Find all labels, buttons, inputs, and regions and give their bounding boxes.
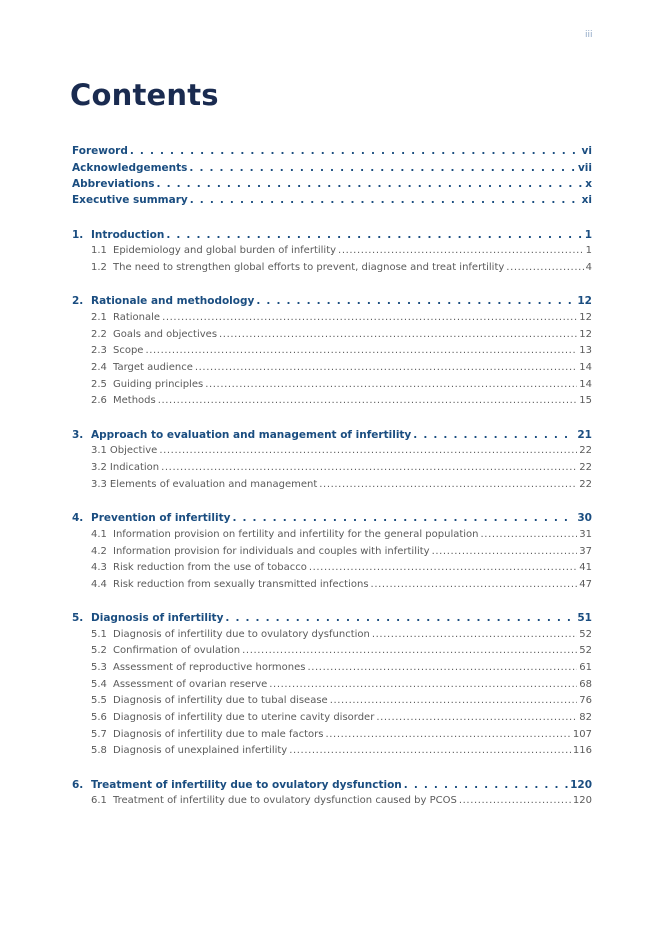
section-label: Indication [109,462,160,473]
toc-chapter-6[interactable] [72,779,592,795]
toc-section-5-1[interactable] [91,629,592,645]
section-label: The need to strengthen global efforts to prevent, diagnose and treat infertility [113,262,505,273]
dot-leader [159,445,577,456]
dot-leader [413,429,575,441]
section-number: 5.4 [91,679,107,690]
dot-leader [376,712,577,723]
toc-section-1-2[interactable] [91,262,592,278]
toc-section-2-6[interactable] [91,395,592,411]
section-number: 4.1 [91,529,107,540]
section-number: 4.4 [91,579,107,590]
section-label: Objective [109,445,158,456]
dot-leader [157,178,584,190]
section-number: 2.2 [91,329,107,340]
section-page: 82 [579,712,592,723]
section-number: 4.3 [91,562,107,573]
toc-section-2-2[interactable] [91,329,592,345]
toc-entry-executive-summary[interactable] [72,194,592,210]
section-page: 68 [579,679,592,690]
section-label: Risk reduction from sexually transmitted infections [113,579,369,590]
dot-leader [205,379,577,390]
section-number: 6.1 [91,795,107,806]
section-page: 107 [572,729,592,740]
section-label: Risk reduction from the use of tobacco [113,562,307,573]
section-number: 3.3 [91,479,107,490]
section-number: 3.1 [91,445,107,456]
section-label: Methods [113,395,156,406]
section-number: 5.7 [91,729,107,740]
toc-entry-page: vii [577,162,592,174]
section-label: Diagnosis of infertility due to uterine cavity disorder [113,712,375,723]
section-page: 47 [579,579,592,590]
chapter-label: Diagnosis of infertility [91,612,224,624]
section-number: 5.3 [91,662,107,673]
dot-leader [371,579,578,590]
toc-entry-page: xi [581,194,592,206]
chapter-label: Rationale and methodology [91,295,255,307]
section-page: 52 [579,629,592,640]
toc-chapter-2[interactable] [72,295,592,311]
section-page: 4 [585,262,592,273]
section-label: Assessment of ovarian reserve [113,679,268,690]
section-number: 5.2 [91,645,107,656]
section-number: 2.1 [91,312,107,323]
section-number: 5.5 [91,695,107,706]
section-label: Epidemiology and global burden of infertility [113,245,337,256]
section-page: 37 [579,546,592,557]
section-label: Treatment of infertility due to ovulatory dysfunction caused by PCOS [113,795,457,806]
section-page: 52 [579,645,592,656]
section-number: 5.8 [91,745,107,756]
chapter-label: Treatment of infertility due to ovulatory dysfunction [91,779,402,791]
dot-leader [330,695,578,706]
toc-entry-label: Acknowledgements [72,162,188,174]
section-label: Target audience [113,362,193,373]
page-title: Contents [70,78,219,112]
chapter-page: 1 [584,229,592,241]
dot-leader [189,162,576,174]
section-label: Diagnosis of infertility due to ovulatory dysfunction [113,629,370,640]
toc-section-2-4[interactable] [91,362,592,378]
toc-entry-page: x [585,178,592,190]
toc-section-5-8[interactable] [91,745,592,761]
section-label: Information provision for individuals and couples with infertility [113,546,430,557]
section-label: Elements of evaluation and management [109,479,318,490]
toc-entry-label: Executive summary [72,194,188,206]
dot-leader [459,795,571,806]
toc-entry-label: Abbreviations [72,178,155,190]
chapter-number: 4. [72,512,84,524]
section-page: 76 [579,695,592,706]
section-page: 1 [585,245,592,256]
section-page: 31 [579,529,592,540]
dot-leader [269,679,577,690]
dot-leader [219,329,577,340]
chapter-number: 2. [72,295,84,307]
section-page: 14 [579,379,592,390]
section-page: 116 [572,745,592,756]
toc-entry-acknowledgements[interactable] [72,162,592,178]
toc-section-3-2[interactable] [91,462,592,478]
chapter-page: 21 [577,429,592,441]
dot-leader [372,629,577,640]
toc-section-6-1[interactable] [91,795,592,811]
dot-leader [481,529,578,540]
dot-leader [338,245,584,256]
dot-leader [319,479,577,490]
chapter-page: 12 [577,295,592,307]
dot-leader [166,229,582,241]
section-label: Guiding principles [113,379,204,390]
dot-leader [232,512,575,524]
dot-leader [225,612,575,624]
section-label: Information provision on fertility and infertility for the general population [113,529,479,540]
toc-section-5-5[interactable] [91,695,592,711]
section-label: Diagnosis of infertility due to male factors [113,729,324,740]
section-page: 22 [579,479,592,490]
chapter-number: 6. [72,779,84,791]
dot-leader [256,295,575,307]
toc-section-4-3[interactable] [91,562,592,578]
toc-section-5-4[interactable] [91,679,592,695]
section-page: 120 [572,795,592,806]
chapter-label: Introduction [91,229,165,241]
toc-section-4-1[interactable] [91,529,592,545]
section-number: 2.4 [91,362,107,373]
section-page: 12 [579,312,592,323]
toc-section-5-7[interactable] [91,729,592,745]
toc-entry-page: vi [581,145,592,157]
section-label: Scope [113,345,144,356]
section-label: Assessment of reproductive hormones [113,662,306,673]
section-page: 61 [579,662,592,673]
dot-leader [289,745,571,756]
dot-leader [307,662,577,673]
dot-leader [309,562,577,573]
section-label: Rationale [113,312,161,323]
toc-section-5-2[interactable] [91,645,592,661]
toc-chapter-5[interactable] [72,612,592,628]
dot-leader [195,362,577,373]
dot-leader [432,546,578,557]
section-number: 2.6 [91,395,107,406]
toc-section-4-4[interactable] [91,579,592,595]
toc-section-2-5[interactable] [91,379,592,395]
section-page: 41 [579,562,592,573]
chapter-page: 30 [577,512,592,524]
toc-chapter-3[interactable] [72,429,592,445]
section-number: 2.5 [91,379,107,390]
toc-section-5-6[interactable] [91,712,592,728]
toc-section-2-3[interactable] [91,345,592,361]
chapter-number: 3. [72,429,84,441]
toc-entry-abbreviations[interactable] [72,178,592,194]
section-number: 5.1 [91,629,107,640]
chapter-label: Prevention of infertility [91,512,231,524]
chapter-number: 1. [72,229,84,241]
page-number: iii [585,30,593,40]
dot-leader [506,262,583,273]
section-page: 12 [579,329,592,340]
section-page: 15 [579,395,592,406]
toc-chapter-4[interactable] [72,512,592,528]
section-label: Diagnosis of unexplained infertility [113,745,288,756]
toc-chapter-1[interactable] [72,229,592,245]
chapter-page: 120 [570,779,592,791]
toc-section-2-1[interactable] [91,312,592,328]
toc-entry-foreword[interactable] [72,145,592,161]
chapter-label: Approach to evaluation and management of infertility [91,429,412,441]
section-number: 5.6 [91,712,107,723]
section-number: 1.1 [91,245,107,256]
toc-section-3-1[interactable] [91,445,592,461]
section-label: Goals and objectives [113,329,218,340]
dot-leader [161,462,577,473]
dot-leader [326,729,571,740]
section-page: 13 [579,345,592,356]
dot-leader [242,645,577,656]
section-label: Diagnosis of infertility due to tubal disease [113,695,328,706]
section-label: Confirmation of ovulation [113,645,241,656]
chapter-page: 51 [577,612,592,624]
section-page: 22 [579,445,592,456]
chapter-number: 5. [72,612,84,624]
dot-leader [404,779,568,791]
dot-leader [145,345,577,356]
section-number: 1.2 [91,262,107,273]
section-number: 2.3 [91,345,107,356]
section-number: 4.2 [91,546,107,557]
section-page: 14 [579,362,592,373]
toc-section-4-2[interactable] [91,546,592,562]
toc-section-5-3[interactable] [91,662,592,678]
dot-leader [158,395,578,406]
toc-section-1-1[interactable] [91,245,592,261]
section-page: 22 [579,462,592,473]
section-number: 3.2 [91,462,107,473]
dot-leader [130,145,580,157]
dot-leader [162,312,577,323]
dot-leader [190,194,580,206]
toc-section-3-3[interactable] [91,479,592,495]
toc-entry-label: Foreword [72,145,128,157]
